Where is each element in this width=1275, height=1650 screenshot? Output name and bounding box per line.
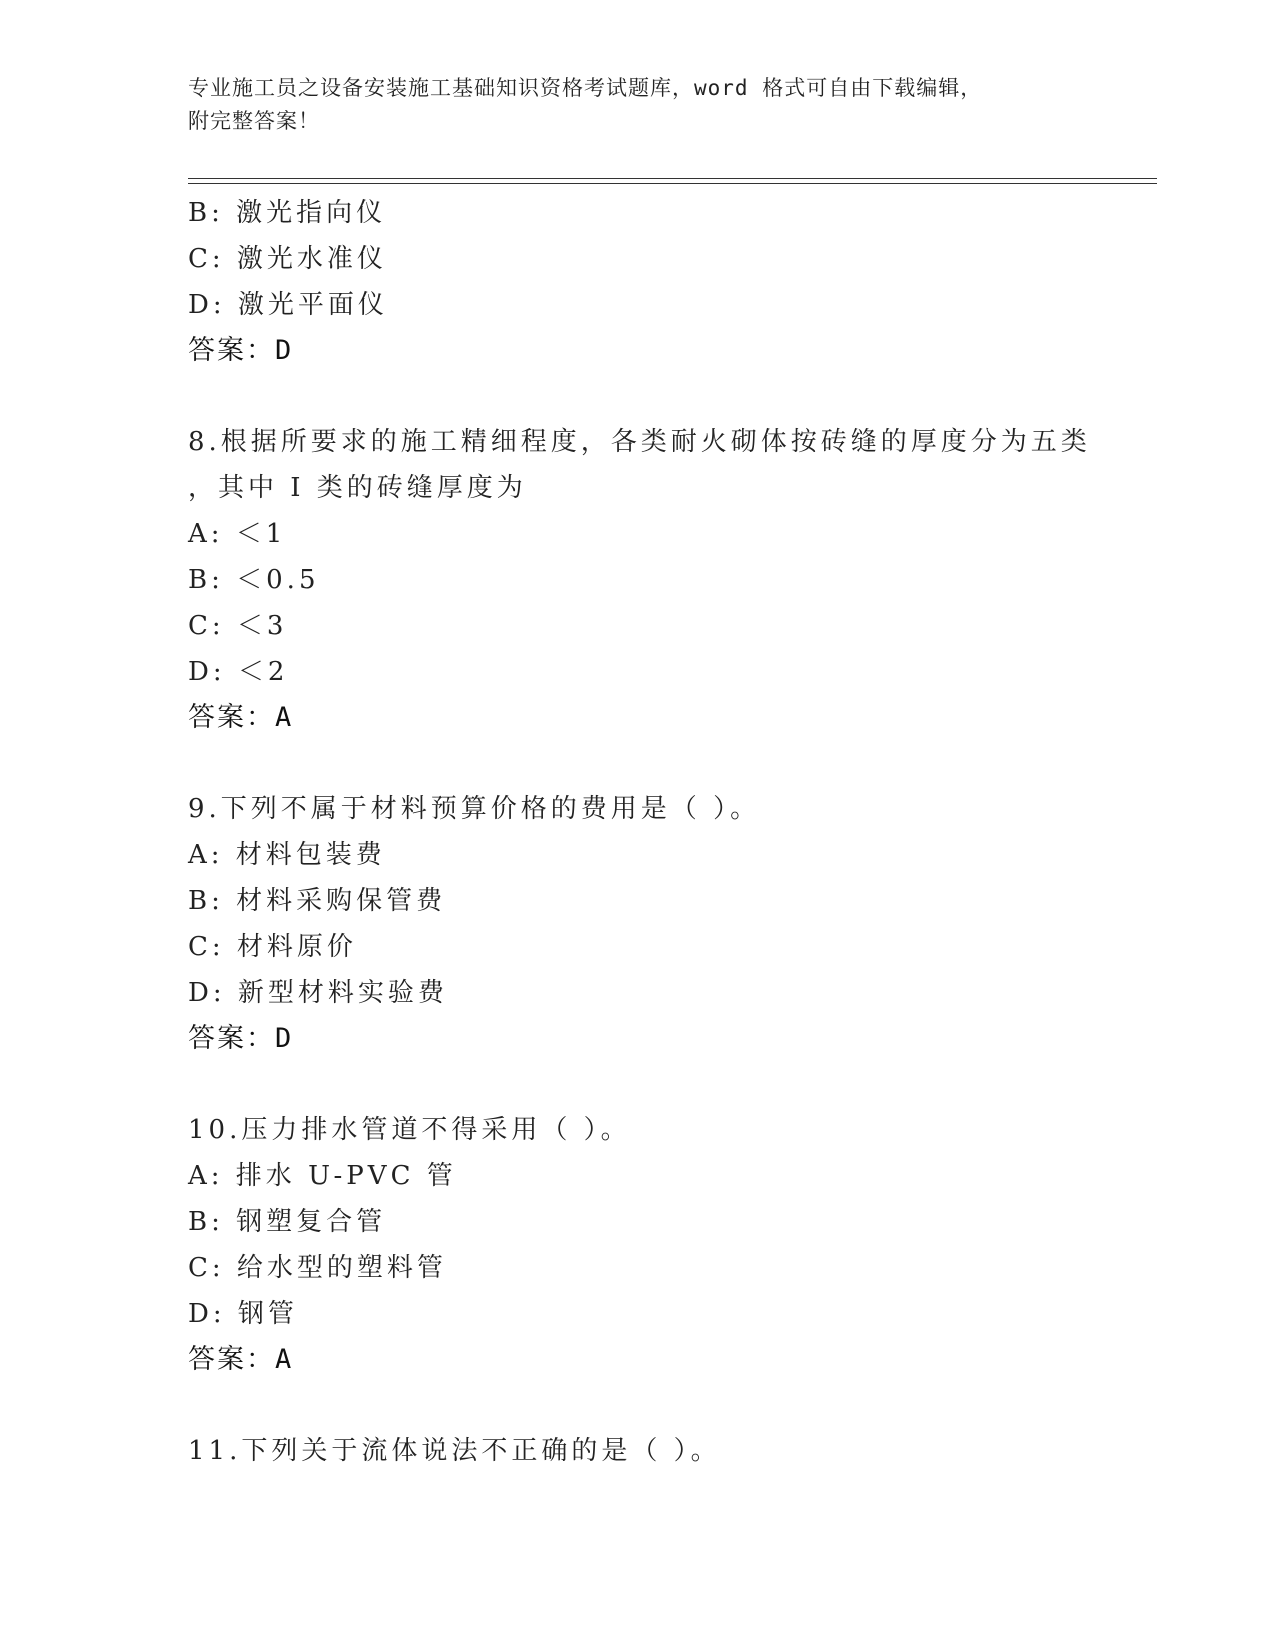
answer-line: 答案：A — [188, 702, 294, 733]
option-a: A: 材料包装费 — [188, 840, 386, 870]
option-c: C: 激光水准仪 — [188, 244, 387, 274]
question-stem: 9.下列不属于材料预算价格的费用是（ ）。 — [188, 794, 761, 824]
option-b: B: 材料采购保管费 — [188, 886, 447, 916]
question-8 — [188, 419, 1148, 741]
option-d: D: 激光平面仪 — [188, 290, 388, 320]
question-stem-continued: ，其中 I 类的砖缝厚度为 — [188, 473, 527, 503]
option-b: B: 激光指向仪 — [188, 198, 387, 228]
answer-line: 答案：D — [188, 335, 294, 366]
question-10 — [188, 1107, 1148, 1383]
header-line-2: 附完整答案！ — [188, 109, 320, 133]
question-list — [188, 190, 1148, 1474]
option-a: A: ＜1 — [188, 519, 287, 549]
option-d: D: ＜2 — [188, 657, 289, 687]
document-header — [188, 72, 1088, 138]
answer-line: 答案：A — [188, 1344, 294, 1375]
option-a: A: 排水 U-PVC 管 — [188, 1161, 457, 1191]
question-stem: 11.下列关于流体说法不正确的是（ ）。 — [188, 1436, 721, 1466]
option-c: C: 给水型的塑料管 — [188, 1253, 447, 1283]
header-divider — [188, 178, 1157, 184]
question-spacer — [188, 1062, 1148, 1107]
question-stem: 10.压力排水管道不得采用（ ）。 — [188, 1115, 631, 1145]
question-spacer — [188, 741, 1148, 786]
question-stem: 8.根据所要求的施工精细程度，各类耐火砌体按砖缝的厚度分为五类 — [188, 427, 1091, 457]
header-line-1: 专业施工员之设备安装施工基础知识资格考试题库，word 格式可自由下载编辑， — [188, 76, 983, 100]
option-d: D: 新型材料实验费 — [188, 978, 448, 1008]
option-c: C: 材料原价 — [188, 932, 357, 962]
option-c: C: ＜3 — [188, 611, 288, 641]
option-b: B: 钢塑复合管 — [188, 1207, 387, 1237]
question-spacer — [188, 1383, 1148, 1428]
question-spacer — [188, 374, 1148, 419]
question-9 — [188, 786, 1148, 1062]
option-d: D: 钢管 — [188, 1299, 298, 1329]
question-11 — [188, 1428, 1148, 1474]
option-b: B: ＜0.5 — [188, 565, 320, 595]
question-7-continued — [188, 190, 1148, 374]
answer-line: 答案：D — [188, 1023, 294, 1054]
